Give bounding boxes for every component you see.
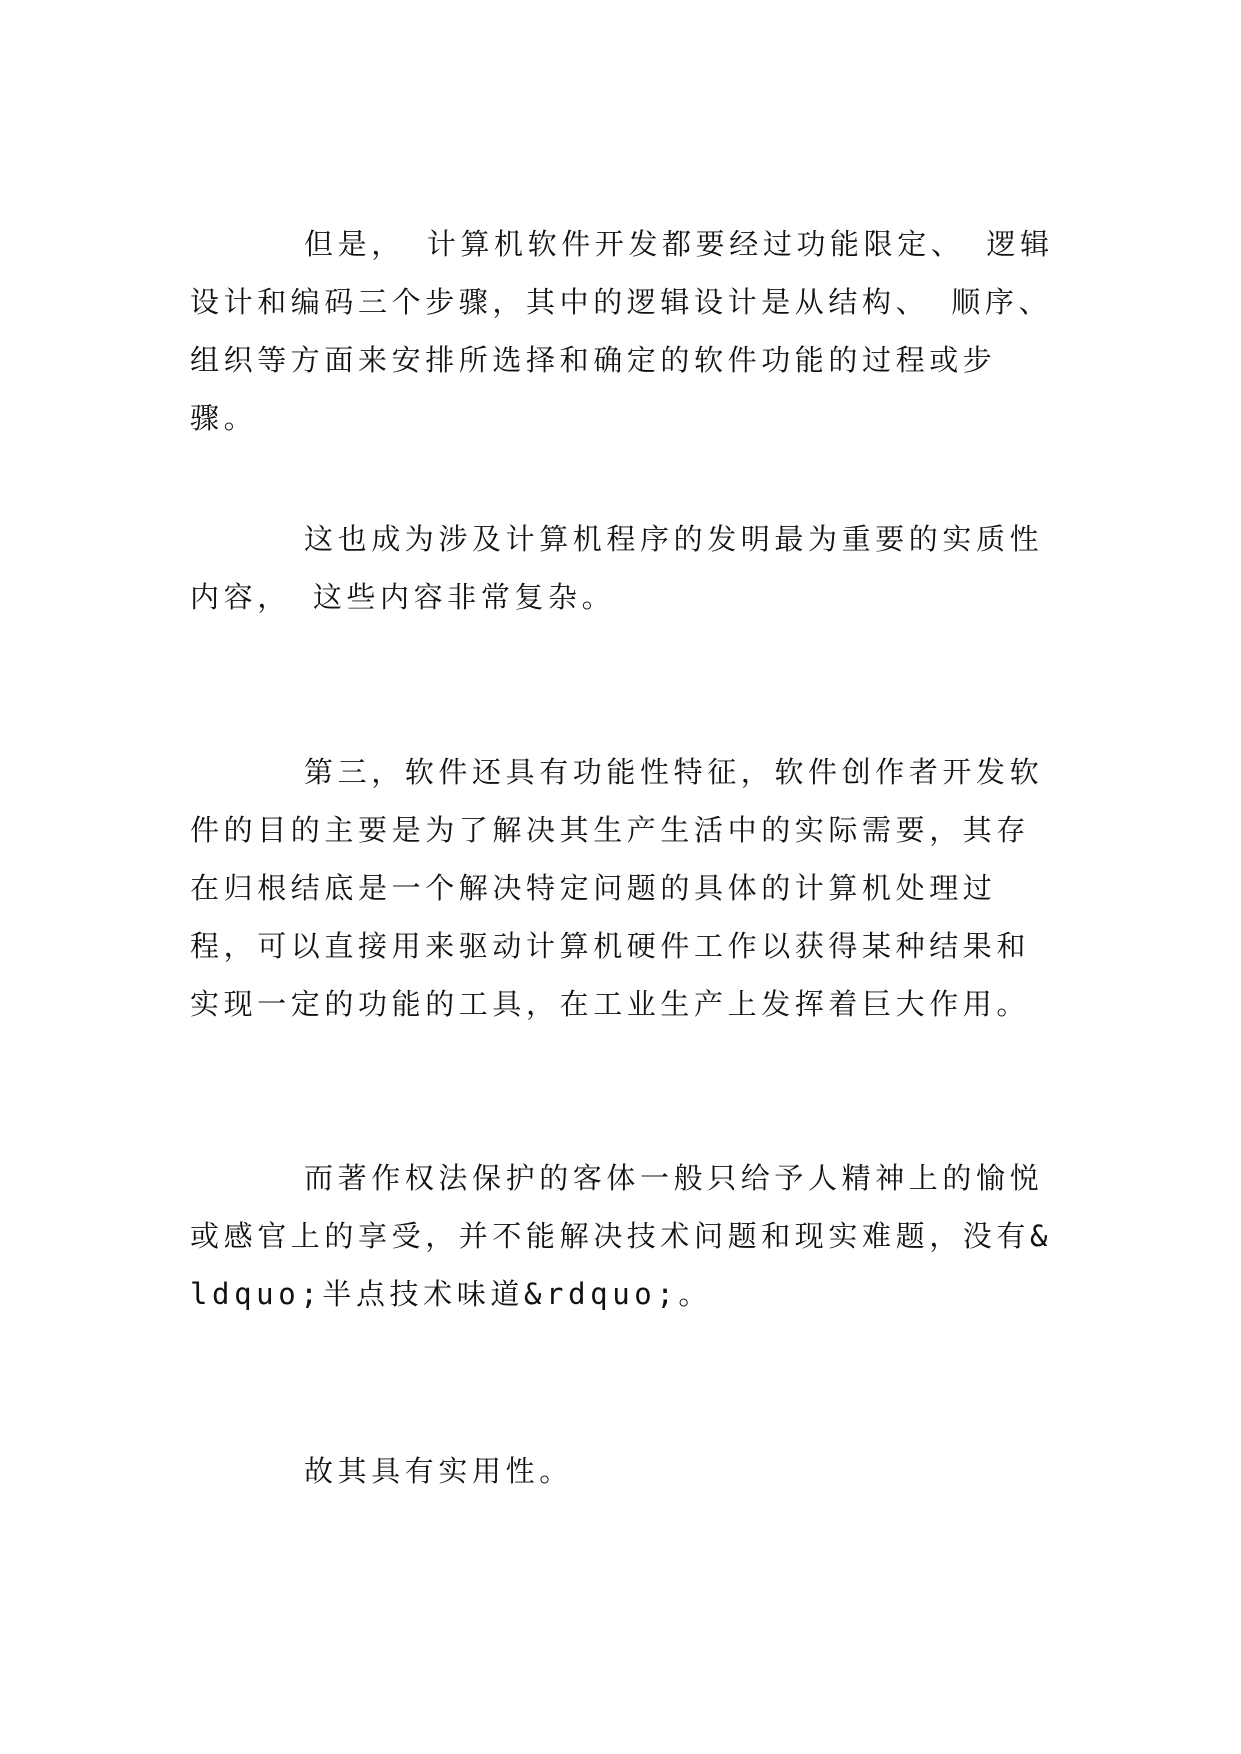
paragraph-logic-design: 但是， 计算机软件开发都要经过功能限定、 逻辑设计和编码三个步骤，其中的逻辑设计是从结构、 顺序、组织等方面来安排所选择和确定的软件功能的过程或步骤。 — [190, 227, 1054, 435]
paragraph-copyright-object: 而著作权法保护的客体一般只给予人精神上的愉悦或感官上的享受，并不能解决技术问题和现实难题，没有&ldquo;半点技术味道&rdquo;。 — [190, 1161, 1053, 1311]
paragraph-practicality: 故其具有实用性。 — [304, 1454, 573, 1488]
paragraph-substantive-content: 这也成为涉及计算机程序的发明最为重要的实质性内容， 这些内容非常复杂。 — [190, 522, 1044, 614]
paragraph-functional-feature: 第三，软件还具有功能性特征，软件创作者开发软件的目的主要是为了解决其生产生活中的实际需要，其存在归根结底是一个解决特定问题的具体的计算机处理过程，可以直接用来驱动计算机硬件工作以获得某种结果和实现一定的功能的工具，在工业生产上发挥着巨大作用。 — [190, 755, 1044, 1021]
